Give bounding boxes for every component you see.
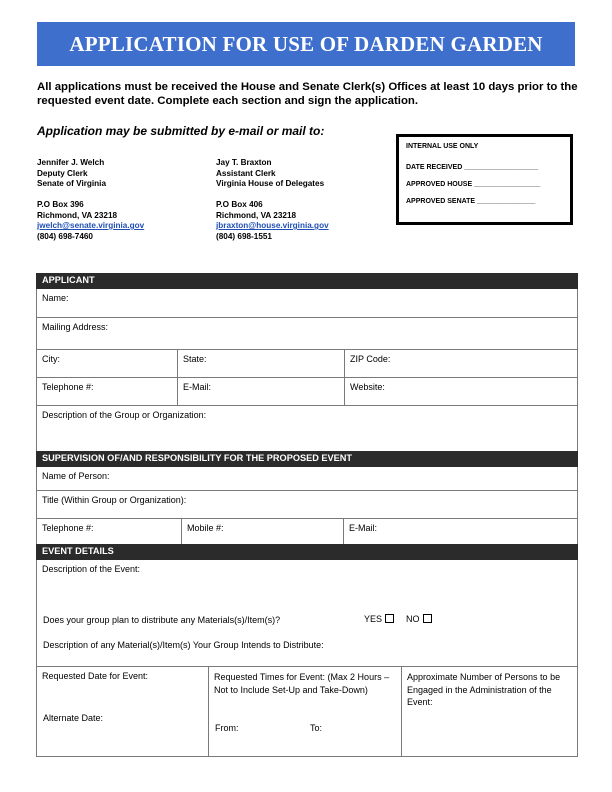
field-label: State: [183, 354, 207, 364]
field-label: Title (Within Group or Organization): [42, 495, 187, 505]
event-description-field[interactable] [37, 560, 578, 667]
field-label: Requested Date for Event: [42, 671, 149, 681]
internal-use-box [396, 134, 573, 225]
contact-name: Jay T. Braxton [216, 158, 272, 167]
field-label: Requested Times for Event: (Max 2 Hours – Not to Include Set-Up and Take-Down) [214, 672, 390, 695]
contact-title: Assistant Clerk [216, 168, 276, 178]
requested-times-field[interactable] [209, 667, 402, 757]
mailing-address-field[interactable] [37, 318, 578, 350]
mobile-field[interactable] [182, 519, 344, 547]
organization-description-field[interactable] [37, 406, 578, 455]
field-label: Telephone #: [42, 382, 94, 392]
no-label: NO [406, 614, 420, 624]
submit-note: Application may be submitted by e-mail or mail to: [37, 124, 325, 138]
yes-label: YES [364, 614, 383, 624]
applicant-section [36, 273, 578, 455]
contact-senate [37, 158, 144, 242]
field-label: E-Mail: [349, 523, 378, 533]
contact-address1: P.O Box 396 [37, 200, 84, 209]
no-checkbox[interactable] [423, 614, 432, 623]
field-label: ZIP Code: [350, 354, 391, 364]
applicant-telephone-field[interactable] [37, 378, 178, 406]
alternate-date-label: Alternate Date: [43, 713, 104, 723]
approved-senate-field: APPROVED SENATE _______________ [406, 198, 536, 205]
contact-email-link[interactable]: jbraxton@house.virginia.gov [216, 221, 329, 230]
yes-checkbox[interactable] [385, 614, 394, 623]
city-field[interactable] [37, 350, 178, 378]
applicant-header: APPLICANT [37, 274, 578, 289]
contact-phone: (804) 698-1551 [216, 231, 272, 241]
supervision-section [36, 451, 578, 547]
applicant-name-field[interactable] [37, 289, 578, 318]
field-label: City: [42, 354, 60, 364]
contact-address2: Richmond, VA 23218 [216, 210, 297, 220]
intro-text: All applications must be received the House and Senate Clerk(s) Offices at least 10 days prior to the requested event date. Complete each section and sign the application. [37, 81, 578, 107]
requested-date-field[interactable] [37, 667, 209, 757]
contact-email-link[interactable]: jwelch@senate.virginia.gov [37, 221, 145, 230]
from-label: From: [215, 723, 239, 733]
contact-office: Senate of Virginia [37, 179, 107, 188]
internal-heading: INTERNAL USE ONLY [406, 143, 479, 150]
field-label: Approximate Number of Persons to be Engaged in the Administration of the Event: [407, 672, 561, 707]
field-label: Mailing Address: [42, 322, 109, 332]
person-title-field[interactable] [37, 491, 578, 519]
supervisor-telephone-field[interactable] [37, 519, 182, 547]
supervisor-email-field[interactable] [344, 519, 578, 547]
date-received-field: DATE RECEIVED ___________________ [406, 164, 539, 171]
contact-house [216, 158, 329, 242]
zip-field[interactable] [345, 350, 578, 378]
distribute-question: Does your group plan to distribute any Materials(s)/Item(s)? [43, 615, 281, 625]
contact-name: Jennifer J. Welch [37, 158, 105, 167]
event-header: EVENT DETAILS [37, 545, 578, 560]
page-title: APPLICATION FOR USE OF DARDEN GARDEN [69, 32, 543, 56]
applicant-email-field[interactable] [178, 378, 345, 406]
field-label: Name: [42, 293, 69, 303]
field-label: Telephone #: [42, 523, 94, 533]
to-label: To: [310, 723, 323, 733]
materials-description-label: Description of any Material(s)/Item(s) Your Group Intends to Distribute: [43, 640, 324, 650]
contact-address1: P.O Box 406 [216, 200, 263, 209]
contact-title: Deputy Clerk [37, 168, 88, 178]
title-banner [37, 22, 575, 66]
contact-office: Virginia House of Delegates [216, 179, 325, 188]
field-label: Mobile #: [187, 523, 224, 533]
contact-phone: (804) 698-7460 [37, 231, 93, 241]
persons-count-field[interactable] [402, 667, 578, 757]
approved-house-field: APPROVED HOUSE _________________ [406, 181, 541, 188]
field-label: Description of the Group or Organization: [42, 410, 207, 420]
field-label: Name of Person: [42, 471, 110, 481]
field-label: Website: [350, 382, 385, 392]
website-field[interactable] [345, 378, 578, 406]
contact-address2: Richmond, VA 23218 [37, 210, 118, 220]
field-label: Description of the Event: [42, 564, 141, 574]
person-name-field[interactable] [37, 467, 578, 491]
supervision-header: SUPERVISION OF/AND RESPONSIBILITY FOR THE PROPOSED EVENT [37, 452, 578, 467]
state-field[interactable] [178, 350, 345, 378]
event-section [36, 544, 578, 757]
field-label: E-Mail: [183, 382, 212, 392]
